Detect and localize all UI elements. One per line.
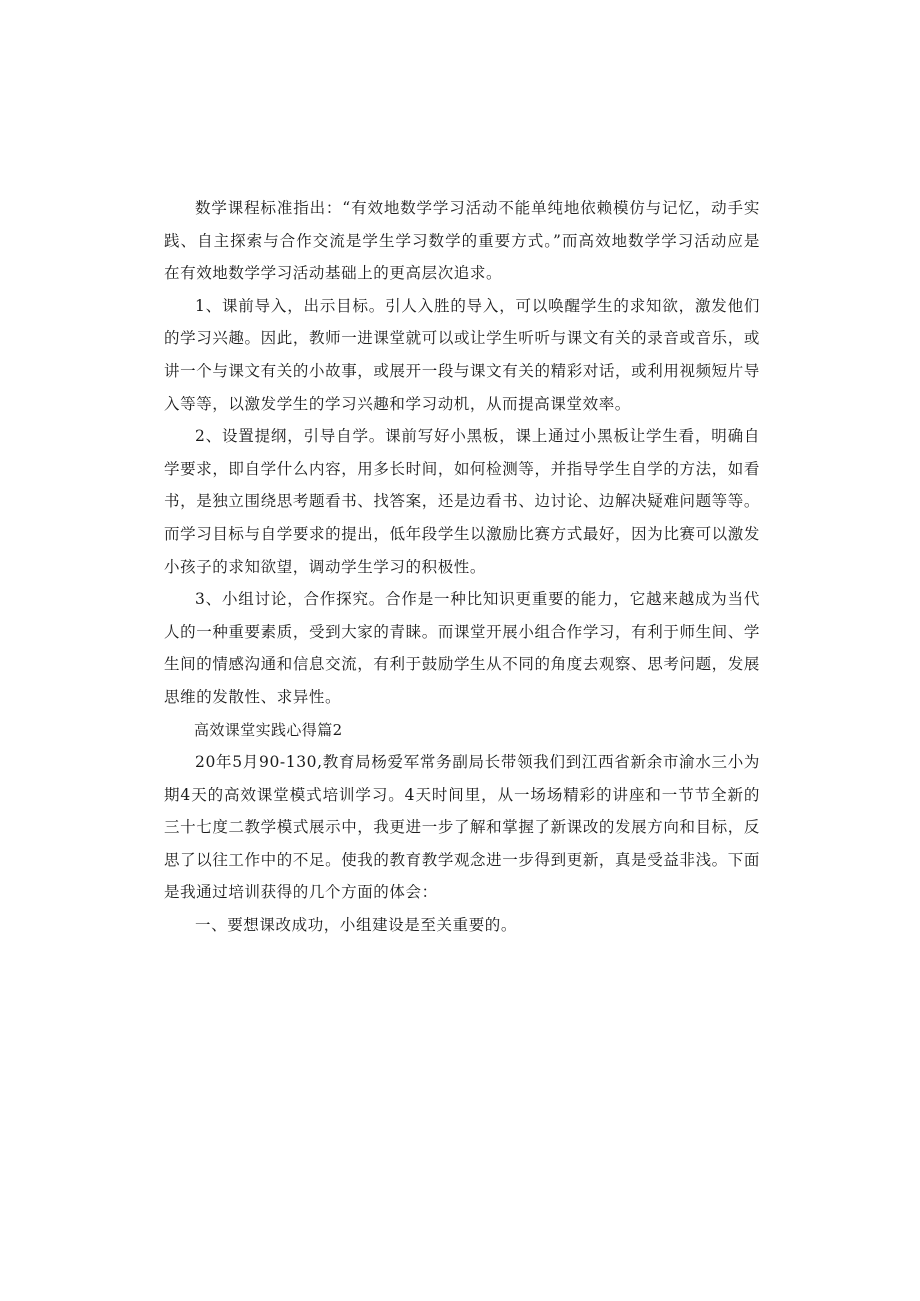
paragraph-training: 20年5月90-130,教育局杨爱军常务副局长带领我们到江西省新余市渝水三小为期4天的高效课堂模式培训学习。4天时间里，从一场场精彩的讲座和一节节全新的三十七度二教学模式展示中，我更进一步了解和掌握了新课改的发展方向和目标，反思了以往工作中的不足。使我的教育教学观念进一步得到更新，真是受益非浅。下面是我通过培训获得的几个方面的体会： (164, 753, 760, 902)
paragraph-point-2: 2、设置提纲，引导自学。课前写好小黑板，课上通过小黑板让学生看，明确自学要求，即自学什么内容，用多长时间，如何检测等，并指导学生自学的方法，如看书，是独立围绕思考题看书、找答案，还是边看书、边讨论、边解决疑难问题等等。而学习目标与自学要求的提出，低年段学生以激励比赛方式最好，因为比赛可以激发小孩子的求知欲望，调动学生学习的积极性。 (164, 427, 760, 576)
paragraph-point-1: 1、课前导入，出示目标。引人入胜的导入，可以唤醒学生的求知欲，激发他们的学习兴趣。因此，教师一进课堂就可以或让学生听听与课文有关的录音或音乐，或讲一个与课文有关的小故事，或展开一段与课文有关的精彩对话，或利用视频短片导入等等，以激发学生的学习兴趣和学习动机，从而提高课堂效率。 (164, 296, 760, 413)
paragraph-point-3: 3、小组讨论，合作探究。合作是一种比知识更重要的能力，它越来越成为当代人的一种重要素质，受到大家的青睐。而课堂开展小组合作学习，有利于师生间、学生间的情感沟通和信息交流，有利于鼓励学生从不同的角度去观察、思考问题，发展思维的发散性、求异性。 (164, 590, 760, 706)
paragraph-section-one: 一、要想课改成功，小组建设是至关重要的。 (195, 916, 518, 935)
paragraph-intro: 数学课程标准指出：“有效地数学学习活动不能单纯地依赖模仿与记忆，动手实践、自主探索与合作交流是学生学习数学的重要方式。”而高效地数学学习活动应是在有效地数学学习活动基础上的更高层次追求。 (164, 199, 760, 283)
document-body (164, 192, 760, 942)
section-heading: 高效课堂实践心得篇2 (194, 720, 343, 739)
